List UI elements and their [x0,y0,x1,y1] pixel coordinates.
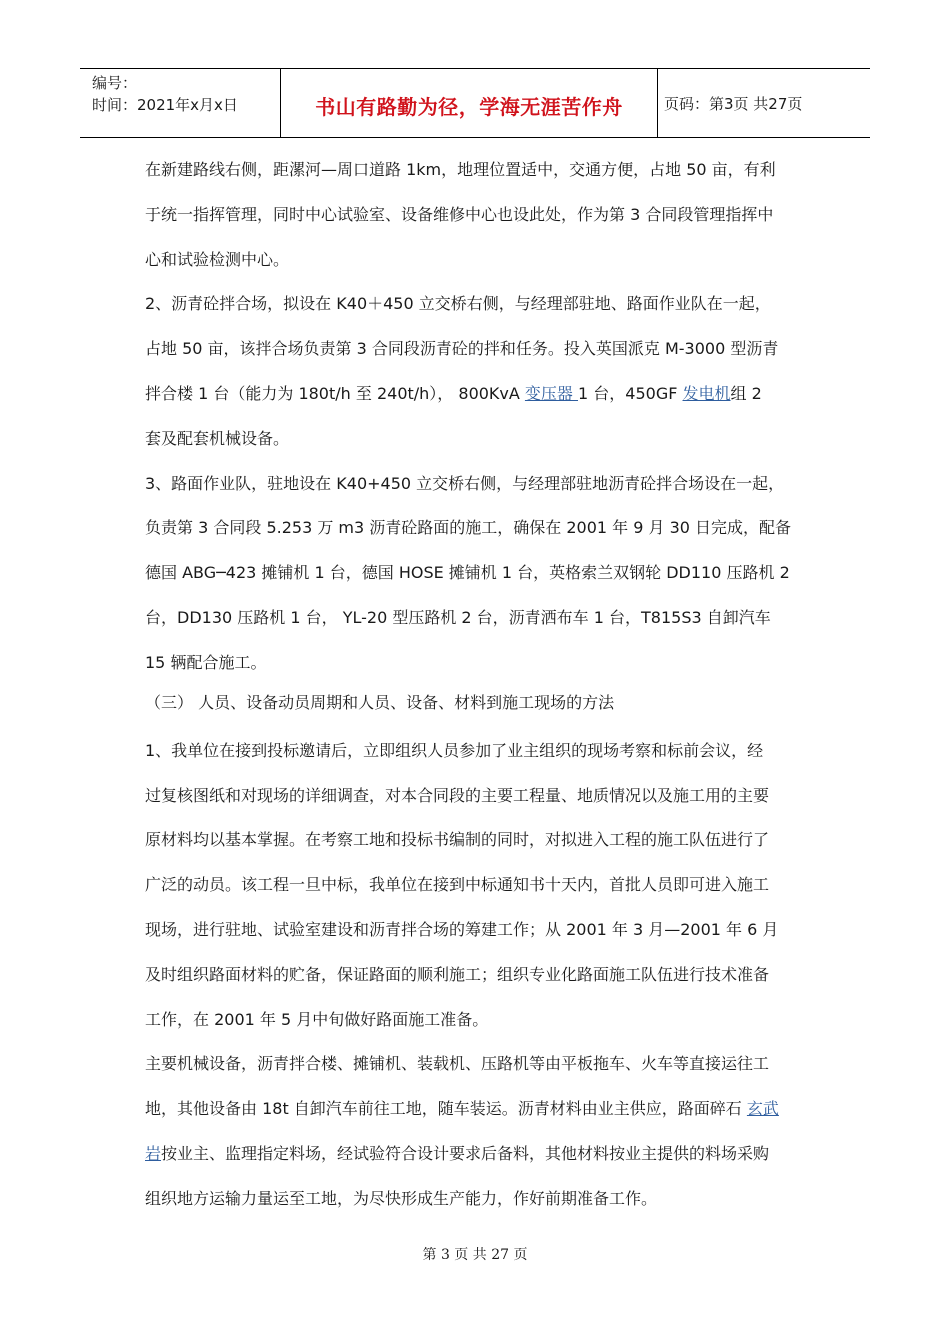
document-body [145,152,825,1226]
text-line [145,510,825,555]
text-segment: 主要机械设备，沥青拌合楼、摊铺机、装载机、压路机等由平板拖车、火车等直接运往工 [145,1054,770,1074]
text-line [145,822,825,867]
text-segment: 心和试验检测中心。 [145,249,290,269]
text-segment: 组织地方运输力量运至工地，为尽快形成生产能力，作好前期准备工作。 [145,1188,658,1208]
text-line [145,957,825,1002]
text-segment: 德国 ABG─423 摊铺机 1 台，德国 HOSE 摊铺机 1 台，英格索兰双钢轮 DD110 压路机 2 [145,563,790,583]
text-line [145,600,825,645]
text-line [145,1002,825,1047]
text-segment: 15 辆配合施工。 [145,652,267,672]
text-segment: 工作，在 2001 年 5 月中旬做好路面施工准备。 [145,1009,489,1029]
text-line [145,286,825,331]
text-line [145,421,825,466]
text-segment: 原材料均以基本掌握。在考察工地和投标书编制的同时，对拟进入工程的施工队伍进行了 [145,830,770,850]
text-segment: 过复核图纸和对现场的详细调查，对本合同段的主要工程量、地质情况以及施工用的主要 [145,785,770,805]
text-line [145,331,825,376]
header-motto: 书山有路勤为径，学海无涯苦作舟 [315,94,623,119]
text-segment: 1、我单位在接到投标邀请后，立即组织人员参加了业主组织的现场考察和标前会议，经 [145,740,764,760]
text-segment: 地，其他设备由 18t 自卸汽车前往工地，随车装运。沥青材料由业主供应，路面碎石 [145,1099,747,1119]
text-segment: 3、路面作业队，驻地设在 K40+450 立交桥右侧，与经理部驻地沥青砼拌合场设在一起， [145,473,785,493]
text-segment: 台，DD130 压路机 1 台， YL-20 型压路机 2 台，沥青洒布车 1 台，T815S3 自卸汽车 [145,607,771,627]
hyperlink[interactable]: 玄武 [746,1099,779,1119]
text-segment: 组 2 [730,383,762,403]
text-line [145,1181,825,1226]
text-segment: 2、沥青砼拌合场，拟设在 K40＋450 立交桥右侧，与经理部驻地、路面作业队在一起， [145,294,771,314]
text-line [145,466,825,511]
page-footer: 第 3 页 共 27 页 [422,1247,528,1263]
text-line [145,912,825,957]
text-line [145,152,825,197]
text-segment: 及时组织路面材料的贮备，保证路面的顺利施工；组织专业化路面施工队伍进行技术准备 [145,964,770,984]
text-line [145,1091,825,1136]
text-line [145,242,825,287]
text-segment: 现场，进行驻地、试验室建设和沥青拌合场的筹建工作；从 2001 年 3 月—2001 年 6 月 [145,919,779,939]
page-header [80,68,870,138]
header-motto-cell [281,69,658,137]
text-segment: 1 台，450GF [578,383,683,403]
header-meta [80,69,281,137]
text-segment: 于统一指挥管理，同时中心试验室、设备维修中心也设此处，作为第 3 合同段管理指挥中 [145,204,774,224]
text-segment: 套及配套机械设备。 [145,428,290,448]
text-line [145,733,825,778]
text-line [145,1046,825,1091]
document-date: 时间：2021年x月x日 [92,96,238,114]
hyperlink[interactable]: 岩 [145,1143,162,1163]
text-segment: 按业主、监理指定料场，经试验符合设计要求后备料，其他材料按业主提供的料场采购 [161,1143,770,1163]
text-segment: 负责第 3 合同段 5.253 万 m3 沥青砼路面的施工，确保在 2001 年 9 月 30 日完成，配备 [145,518,792,538]
text-line [145,778,825,823]
text-line [145,376,825,421]
text-line [145,197,825,242]
text-line [145,645,825,685]
text-segment: 在新建路线右侧，距漯河—周口道路 1km，地理位置适中，交通方便，占地 50 亩，有利 [145,160,776,179]
text-segment: 拌合楼 1 台（能力为 180t/h 至 240t/h）， 800KvA [145,383,525,403]
text-segment: 占地 50 亩，该拌合场负责第 3 合同段沥青砼的拌和任务。投入英国派克 M-3000 型沥青 [145,339,779,359]
text-line [145,867,825,912]
text-segment: 广泛的动员。该工程一旦中标，我单位在接到中标通知书十天内，首批人员即可进入施工 [145,875,770,895]
text-line [145,555,825,600]
text-segment: （三） 人员、设备动员周期和人员、设备、材料到施工现场的方法 [145,692,615,712]
hyperlink[interactable]: 变压器 [524,383,579,403]
text-line [145,1136,825,1181]
header-page-info: 页码：第3页 共27页 [664,94,803,113]
text-line [145,685,825,733]
document-number-label: 编号： [92,74,138,92]
header-page-cell [658,69,870,137]
hyperlink[interactable]: 发电机 [682,383,731,403]
